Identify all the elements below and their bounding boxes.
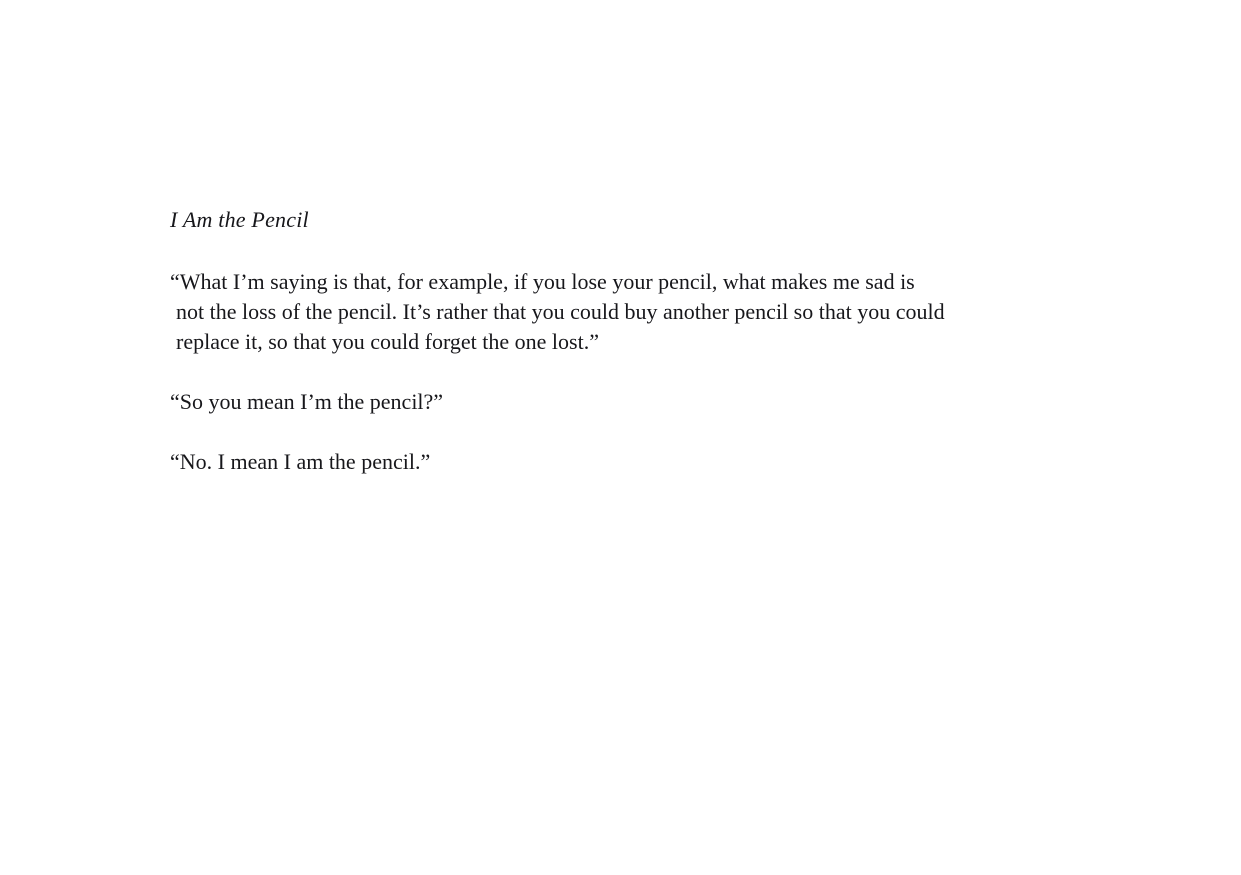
paragraph-1: “What I’m saying is that, for example, if you lose your pencil, what makes me sad is not the loss of the pencil. It’s rather that you could buy another pencil so that you could replace it, so that you could forget the one lost.” <box>170 269 945 354</box>
paragraph-3: “No. I mean I am the pencil.” <box>170 449 431 474</box>
document-body <box>170 205 970 477</box>
paragraph-2: “So you mean I’m the pencil?” <box>170 389 444 414</box>
page-title: I Am the Pencil <box>170 207 309 232</box>
